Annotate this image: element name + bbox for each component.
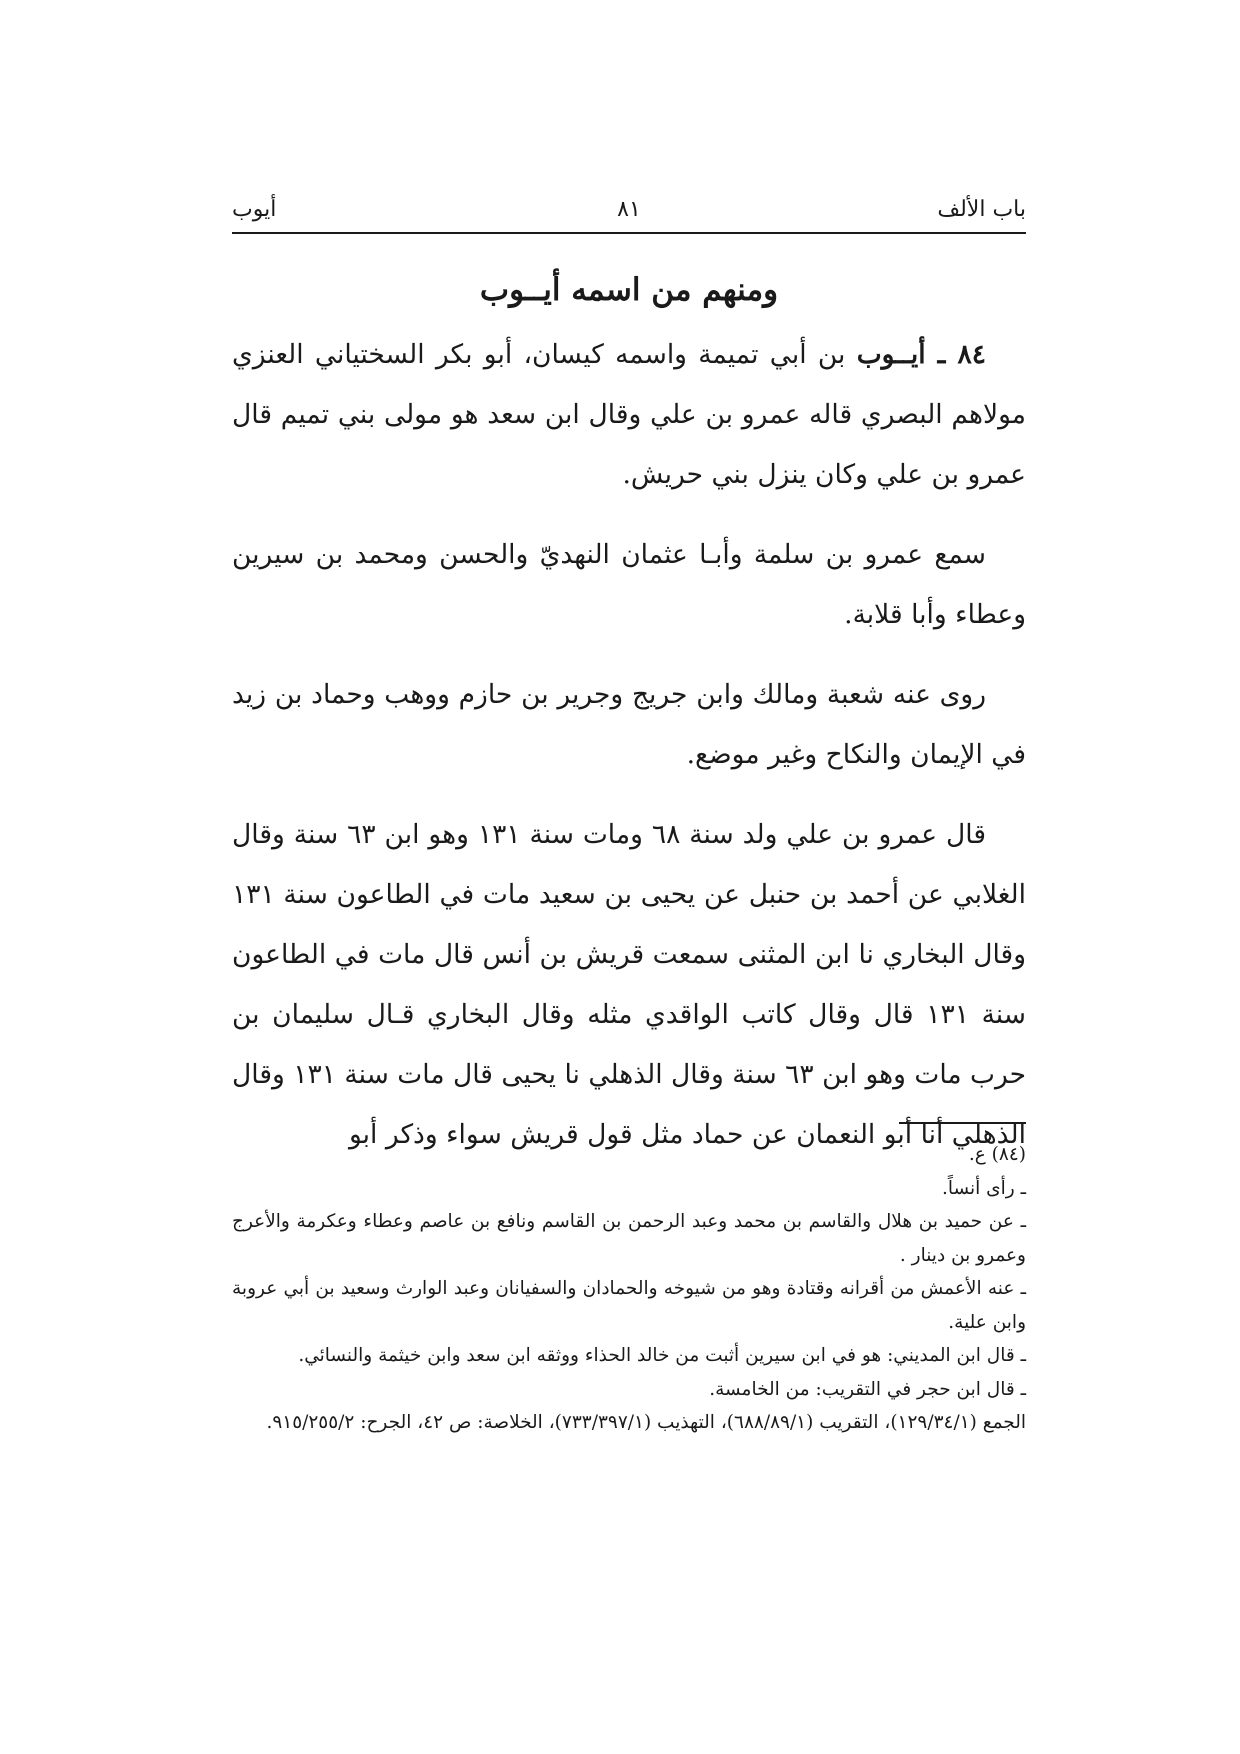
death-paragraph: قال عمرو بن علي ولد سنة ٦٨ ومات سنة ١٣١ وهو ابن ٦٣ سنة وقال الغلابي عن أحمد بن حنبل عن يحيى بن سعيد مات في الطاعون سنة ١٣١ وقال البخاري نا ابن المثنى سمعت قريش بن أنس قال مات في الطاعون سنة ١٣١ قال وقال كاتب الواقدي مثله وقال البخاري قـال سليمان بن حرب مات وهو ابن ٦٣ سنة وقال الذهلي نا يحيى قال مات سنة ١٣١ وقال الذهلي أنا أبو النعمان عن حماد مثل قول قريش سواء وذكر أبو	[232, 819, 1027, 1150]
section-title: ومنهم من اسمه أيــوب	[479, 272, 779, 308]
footnote-item: ـ قال ابن حجر في التقريب: من الخامسة.	[709, 1378, 1026, 1400]
entry-number: ٨٤ ـ أيــوب	[856, 339, 986, 370]
running-header	[232, 192, 1026, 234]
students-paragraph: روى عنه شعبة ومالك وابن جريج وجرير بن حازم ووهب وحماد بن زيد في الإيمان والنكاح وغير موضع.	[232, 679, 1026, 770]
main-text	[232, 325, 1026, 1185]
footnotes	[232, 1138, 1026, 1440]
footnote-item: ـ رأى أنساً.	[941, 1177, 1026, 1199]
section-heading: أيوب	[232, 197, 277, 222]
chapter-heading: باب الألف	[937, 197, 1026, 222]
footnote-item: ـ عن حميد بن هلال والقاسم بن محمد وعبد الرحمن بن القاسم ونافع بن عاصم وعطاء وعكرمة والأعرج وعمرو بن دينار .	[232, 1211, 1026, 1266]
footnote-references: الجمع (١٢٩/٣٤/١)، التقريب (٦٨٨/٨٩/١)، التهذيب (٧٣٣/٣٩٧/١)، الخلاصة: ص ٤٢، الجرح: ٩١٥/٢٥٥/٢.	[266, 1412, 1026, 1433]
footnote-siglum: (٨٤) ع.	[968, 1144, 1026, 1165]
entry-text: بن أبي تميمة واسمه كيسان، أبو بكر السختياني العنزي مولاهم البصري قاله عمرو بن علي وقال ابن سعد هو مولى بني تميم قال عمرو بن علي وكان ينزل بني حريش.	[232, 339, 1026, 490]
entry-paragraph	[232, 325, 1026, 505]
footnote-divider	[899, 1122, 1026, 1124]
footnote-item: ـ قال ابن المديني: هو في ابن سيرين أثبت من خالد الحذاء ووثقه ابن سعد وابن خيثمة والنسائي.	[298, 1345, 1026, 1366]
footnote-item: ـ عنه الأعمش من أقرانه وقتادة وهو من شيوخه والحمادان والسفيانان وعبد الوارث وسعيد بن أبي عروبة وابن علية.	[232, 1278, 1026, 1333]
page-number: ٨١	[617, 197, 641, 222]
teachers-paragraph: سمع عمرو بن سلمة وأبـا عثمان النهديّ والحسن ومحمد بن سيرين وعطاء وأبا قلابة.	[232, 539, 1026, 630]
